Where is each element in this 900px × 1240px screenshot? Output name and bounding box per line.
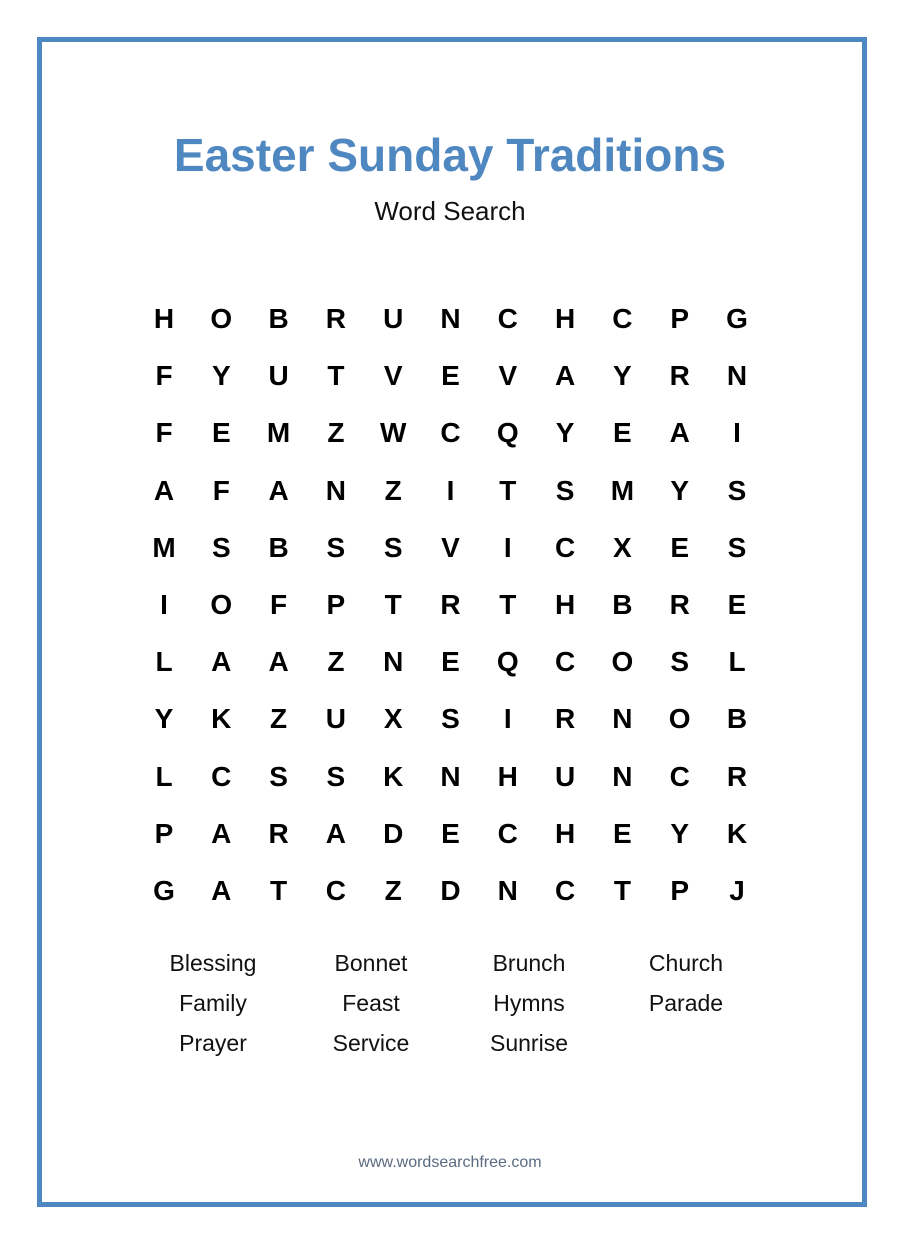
grid-cell[interactable]: C [669, 760, 690, 792]
grid-cell[interactable]: P [670, 303, 690, 334]
grid-cell[interactable]: R [268, 817, 289, 849]
grid-cell[interactable]: P [670, 875, 690, 906]
grid-cell[interactable]: U [383, 303, 404, 334]
grid-cell[interactable]: E [613, 817, 632, 849]
grid-cell[interactable]: E [211, 417, 231, 449]
grid-cell[interactable]: K [211, 703, 232, 735]
grid-cell[interactable]: Z [384, 474, 402, 506]
grid-cell[interactable]: K [726, 817, 748, 849]
grid-cell[interactable]: N [497, 875, 518, 906]
puzzle-title: Easter Sunday Traditions [173, 129, 727, 181]
grid-cell[interactable]: S [670, 646, 690, 678]
puzzle-subtitle: Word Search [374, 196, 526, 226]
grid-cell[interactable]: Y [211, 360, 231, 392]
word-list-item: Brunch [492, 950, 566, 976]
grid-cell[interactable]: Y [670, 474, 690, 506]
grid-cell[interactable]: F [270, 589, 288, 620]
grid-cell[interactable]: C [497, 817, 518, 849]
grid-cell[interactable]: C [554, 875, 576, 906]
grid-cell[interactable]: H [497, 760, 518, 792]
grid-cell[interactable]: A [211, 875, 232, 906]
grid-cell[interactable]: S [727, 531, 747, 563]
grid-cell[interactable]: N [440, 760, 461, 792]
grid-cell[interactable]: N [726, 360, 748, 392]
grid-cell[interactable]: I [503, 531, 512, 563]
grid-cell[interactable]: P [326, 589, 346, 620]
grid-cell[interactable]: W [379, 417, 407, 449]
grid-cell[interactable]: R [669, 589, 690, 620]
word-list-item: Bonnet [334, 950, 408, 976]
grid-cell[interactable]: V [383, 360, 403, 392]
grid-cell[interactable]: F [155, 417, 173, 449]
grid-cell[interactable]: A [669, 417, 690, 449]
grid-cell[interactable]: X [613, 531, 632, 563]
grid-cell[interactable]: E [441, 646, 460, 678]
word-list-item: Family [179, 990, 247, 1016]
grid-cell[interactable]: Y [154, 703, 174, 735]
grid-cell[interactable]: F [155, 360, 173, 392]
grid-cell[interactable]: R [325, 303, 346, 334]
grid-cell[interactable]: C [440, 417, 461, 449]
grid-cell[interactable]: O [668, 703, 691, 735]
word-list-item: Sunrise [490, 1030, 568, 1056]
grid-cell[interactable]: N [440, 303, 461, 334]
grid-cell[interactable]: D [440, 875, 461, 906]
grid-cell[interactable]: R [669, 360, 690, 392]
grid-cell[interactable]: O [210, 589, 233, 620]
word-list-item: Service [332, 1030, 410, 1056]
grid-cell[interactable]: C [497, 303, 518, 334]
word-list-item: Church [648, 950, 724, 976]
grid-cell[interactable]: E [727, 589, 747, 620]
grid-cell[interactable]: U [325, 703, 346, 735]
grid-cell[interactable]: D [383, 817, 404, 849]
grid-cell[interactable]: I [160, 589, 168, 620]
grid-cell[interactable]: S [211, 531, 231, 563]
grid-cell[interactable]: N [383, 646, 404, 678]
word-list-item: Hymns [493, 990, 565, 1016]
grid-cell[interactable]: Z [327, 646, 345, 678]
grid-cell[interactable]: I [733, 417, 741, 449]
grid-cell[interactable]: L [728, 646, 746, 678]
grid-cell[interactable]: S [326, 760, 346, 792]
grid-cell[interactable]: H [554, 817, 576, 849]
grid-cell[interactable]: C [211, 760, 232, 792]
grid-cell[interactable]: Q [496, 417, 519, 449]
word-list-item: Blessing [169, 950, 257, 976]
grid-cell[interactable]: I [503, 703, 512, 735]
grid-cell[interactable]: T [327, 360, 345, 392]
grid-cell[interactable]: Y [670, 817, 690, 849]
grid-cell[interactable]: T [384, 589, 402, 620]
grid-cell[interactable]: R [554, 703, 576, 735]
grid-cell[interactable]: B [268, 531, 289, 563]
grid-cell[interactable]: E [441, 817, 460, 849]
grid-cell[interactable]: X [383, 703, 403, 735]
grid-cell[interactable]: F [212, 474, 230, 506]
grid-cell[interactable]: V [441, 531, 460, 563]
grid-cell[interactable]: A [211, 817, 232, 849]
grid-cell[interactable]: A [268, 474, 289, 506]
grid-cell[interactable]: R [440, 589, 461, 620]
grid-cell[interactable]: V [498, 360, 518, 392]
grid-cell[interactable]: G [726, 303, 748, 334]
grid-cell[interactable]: Q [496, 646, 519, 678]
grid-cell[interactable]: L [155, 646, 173, 678]
grid-cell[interactable]: L [155, 760, 173, 792]
grid-cell[interactable]: S [269, 760, 288, 792]
grid-cell[interactable]: Z [384, 875, 402, 906]
grid-cell[interactable]: T [499, 474, 517, 506]
grid-cell[interactable]: B [612, 589, 633, 620]
grid-cell[interactable]: H [554, 303, 576, 334]
grid-cell[interactable]: Y [555, 417, 575, 449]
grid-cell[interactable]: Y [613, 360, 632, 392]
grid-cell[interactable]: M [152, 531, 176, 563]
grid-cell[interactable]: A [268, 646, 289, 678]
grid-cell[interactable]: C [554, 531, 576, 563]
grid-cell[interactable]: H [153, 303, 175, 334]
grid-cell[interactable]: A [325, 817, 346, 849]
grid-cell[interactable]: A [211, 646, 232, 678]
grid-cell[interactable]: O [611, 646, 634, 678]
grid-cell[interactable]: E [441, 360, 460, 392]
footer-url: www.wordsearchfree.com [358, 1154, 542, 1171]
grid-cell[interactable]: T [499, 589, 517, 620]
word-list-item: Parade [648, 990, 724, 1016]
grid-cell[interactable]: Z [327, 417, 345, 449]
grid-cell[interactable]: E [613, 417, 632, 449]
grid-cell[interactable]: Z [270, 703, 288, 735]
grid-cell[interactable]: I [446, 474, 455, 506]
grid-cell[interactable]: B [726, 703, 748, 735]
grid-cell[interactable]: S [326, 531, 346, 563]
grid-cell[interactable]: H [554, 589, 576, 620]
grid-cell[interactable]: R [726, 760, 748, 792]
grid-cell[interactable]: T [613, 875, 631, 906]
grid-cell[interactable]: E [670, 531, 690, 563]
grid-cell[interactable]: S [441, 703, 460, 735]
grid-cell[interactable]: P [154, 817, 174, 849]
word-list-item: Feast [342, 990, 400, 1016]
grid-cell[interactable]: S [383, 531, 403, 563]
grid-cell[interactable]: C [612, 303, 633, 334]
grid-cell[interactable]: K [383, 760, 404, 792]
grid-cell[interactable]: A [554, 360, 576, 392]
grid-cell[interactable]: B [268, 303, 289, 334]
grid-cell[interactable]: S [727, 474, 747, 506]
grid-cell[interactable]: J [729, 875, 745, 906]
grid-cell[interactable]: U [268, 360, 289, 392]
grid-cell[interactable]: S [555, 474, 575, 506]
grid-cell[interactable]: N [612, 703, 633, 735]
grid-cell[interactable]: U [554, 760, 576, 792]
grid-cell[interactable]: M [610, 474, 635, 506]
grid-cell[interactable]: T [270, 875, 288, 906]
word-list-item: Prayer [179, 1030, 247, 1056]
grid-cell[interactable]: N [325, 474, 346, 506]
grid-cell[interactable]: M [266, 417, 291, 449]
grid-cell[interactable]: G [153, 875, 175, 906]
grid-cell[interactable]: C [325, 875, 346, 906]
grid-cell[interactable]: A [153, 474, 175, 506]
grid-cell[interactable]: O [210, 303, 233, 334]
grid-cell[interactable]: N [612, 760, 633, 792]
grid-cell[interactable]: C [554, 646, 576, 678]
